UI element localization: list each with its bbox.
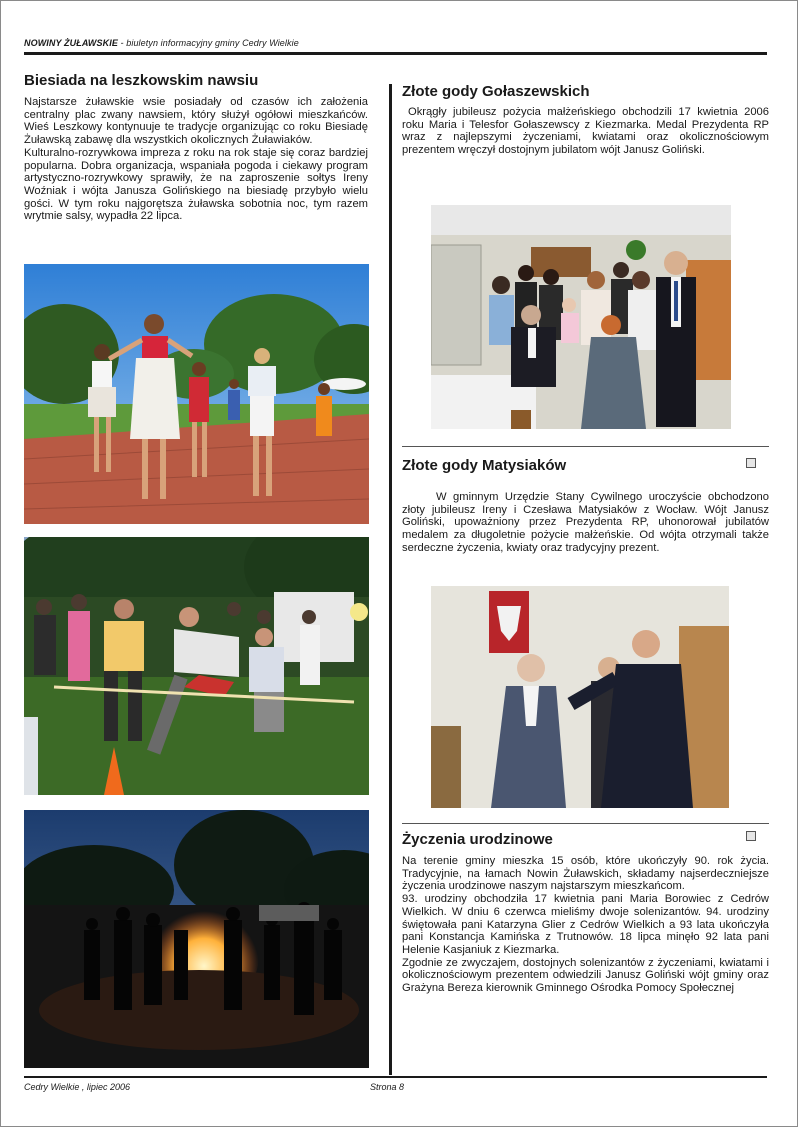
paragraph: Kulturalno-rozrywkowa impreza z roku na rok staje się coraz bardziej popularna. Dobra organizacja, wspaniała pogoda i ciekawy program artystyczno-rozrywkowy sprawiły, że na zaproszenie sołtys Ireny Woźniak i wójta Janusza Golińskiego na biesiadę przybyło wielu gości. W tym roku najgorętsza żuławska sobotnia noc, tym razem wrytmie salsy, wypadła 22 lipca.: [24, 146, 368, 223]
article-title-golaszewscy: Złote gody Gołaszewskich: [402, 83, 590, 100]
article-title-matysiakowie: Złote gody Matysiaków: [402, 457, 567, 474]
photo-matysiakowie: [431, 586, 729, 808]
page-number: Strona 8: [370, 1082, 405, 1092]
publication-name: NOWINY ŻUŁAWSKIE: [24, 38, 118, 48]
article-body-matysiakowie: [402, 491, 769, 555]
paragraph: 93. urodziny obchodziła 17 kwietnia pani Maria Borowiec z Cedrów Wielkich. W dniu 6 czerwca mieliśmy dwoje solenizantów. 94. urodziny świętowała pani Katarzyna Glier z Cedrów Wielkich a 93 lata ukończyła pani Konstancja Kamińska z Trutnowów. 18 lipca minęło 92 lata pani Helenie Kasjaniuk z Kiezmarka.: [402, 893, 769, 956]
square-bullet-icon: [746, 458, 756, 468]
header-rule: [24, 52, 767, 55]
article-title-zyczenia: Życzenia urodzinowe: [402, 831, 553, 848]
article-body-golaszewscy: [402, 106, 769, 157]
publication-subtitle: - biuletyn informacyjny gminy Cedry Wielkie: [117, 38, 299, 48]
article-body-biesiada: [24, 96, 368, 223]
section-rule: [402, 446, 769, 447]
paragraph: Na terenie gminy mieszka 15 osób, które ukończyły 90. rok życia. Tradycyjnie, na łamach Nowin Żuławskich, składamy najserdeczniejsze życzenia urodzinowe naszym najstarszym mieszkańcom.: [402, 855, 769, 893]
footer-rule: [24, 1076, 767, 1078]
photo-tug-of-war: [24, 537, 369, 795]
photo-bonfire: [24, 810, 369, 1068]
page-header: [24, 38, 299, 48]
photo-dancers: [24, 264, 369, 524]
section-rule: [402, 823, 769, 824]
column-divider: [389, 84, 392, 1075]
paragraph: Okrągły jubileusz pożycia małżeńskiego obchodzili 17 kwietnia 2006 roku Maria i Telesfor Gołaszewscy z Kiezmarka. Medal Prezydenta RP wraz z najlepszymi życzeniami, kwiatami oraz okolicznościowym prezentem wręczył dostojnym jubilatom wójt Janusz Goliński.: [402, 106, 769, 157]
photo-golaszewscy: [431, 205, 731, 429]
article-body-zyczenia: [402, 855, 769, 995]
footer-place-date: Cedry Wielkie , lipiec 2006: [24, 1082, 130, 1092]
paragraph: Najstarsze żuławskie wsie posiadały od czasów ich założenia centralny plac zwany nawsiem, który służył ogółowi mieszkańców. Wieś Leszkowy kontynuuje te tradycje organizując co roku Biesiadę Żuławską zabawę dla wszystkich okolicznych Żuławiaków.: [24, 96, 368, 147]
paragraph: W gminnym Urzędzie Stany Cywilnego uroczyście obchodzono złoty jubileusz Ireny i Czesława Matysiaków z Wocław. Wójt Janusz Goliński, upoważniony przez Prezydenta RP, uhonorował jubilatów medalem za długoletnie pożycie małżeńskie. Od wójta otrzymali także serdeczne życzenia, kwiaty oraz tradycyjny prezent.: [402, 491, 769, 554]
article-title-biesiada: Biesiada na leszkowskim nawsiu: [24, 72, 259, 89]
paragraph: Zgodnie ze zwyczajem, dostojnych solenizantów z życzeniami, kwiatami i okolicznościowym prezentem odwiedzili Janusz Goliński wójt gminy oraz Grażyna Bereza kierownik Gminnego Ośrodka Pomocy Społecznej: [402, 956, 769, 995]
square-bullet-icon: [746, 831, 756, 841]
